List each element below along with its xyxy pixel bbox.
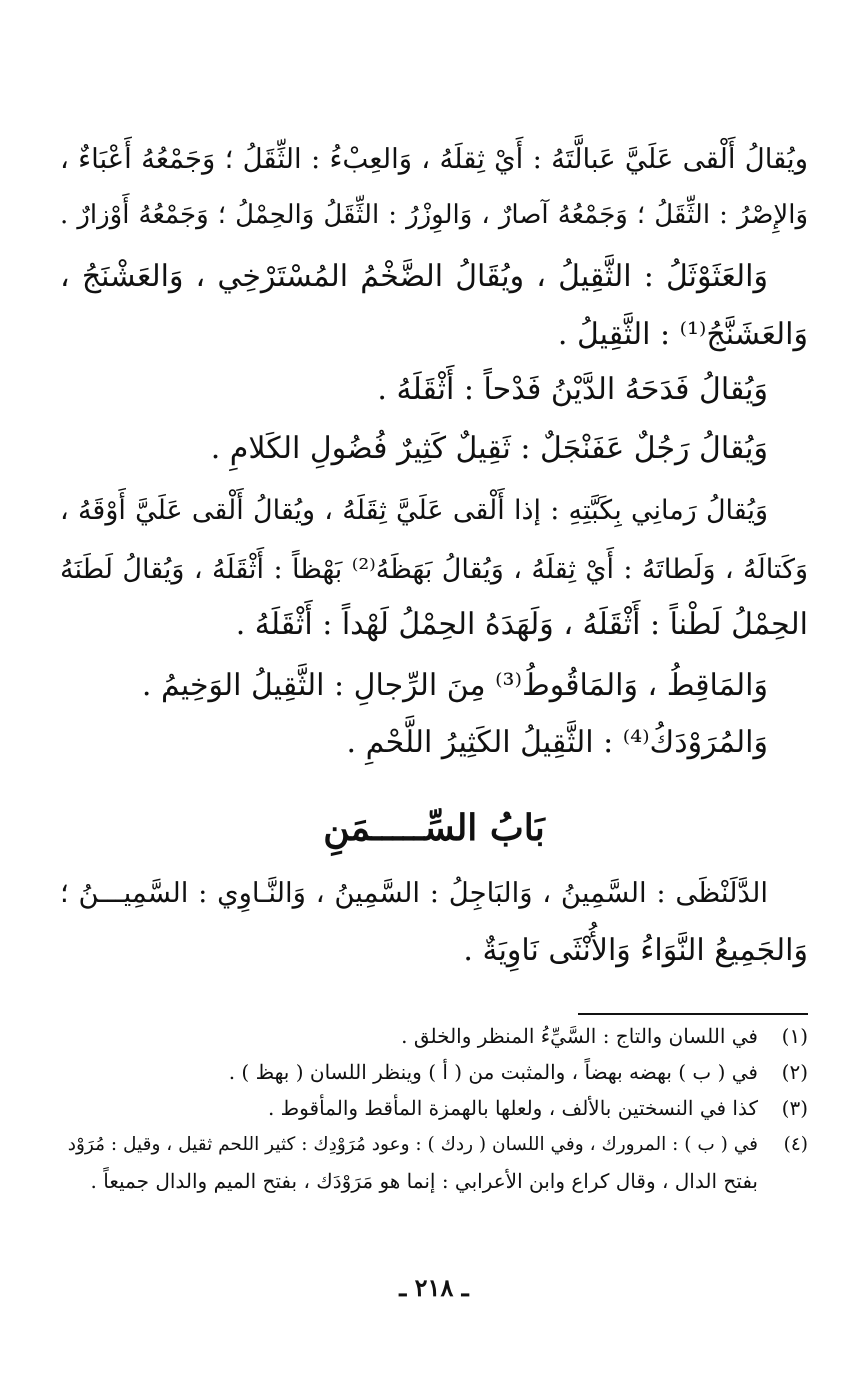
footnote-2 [60, 1057, 808, 1087]
body-line-13: وَالجَمِيعُ النَّوَاءُ وَالأُنْثَى نَاوِيَةٌ . [463, 933, 808, 968]
footnote-3 [60, 1093, 808, 1123]
body-line-11: وَالمُرَوْدَكُ⁽⁴⁾ : الثَّقِيلُ الكَثِيرُ اللَّحْمِ . [346, 725, 768, 760]
footnote-text: في ( ب ) : المرورك ، وفي اللسان ( ردك ) : وعود مُرَوْدِك : كثير اللحم ثقيل ، وقيل : مُرَوْد [67, 1134, 758, 1155]
body-line-7: وَيُقالُ رَمانِي بِكَبَّتِهِ : إذا أَلْقى عَلَيَّ ثِقَلَهُ ، ويُقالُ أَلْقى عَلَيَّ أَوْقَهُ ، [60, 495, 768, 526]
body-line-5: وَيُقالُ فَدَحَهُ الدَّيْنُ فَدْحاً : أَثْقَلَهُ . [377, 372, 768, 407]
body-line-2: وَالإِصْرُ : الثِّقَلُ ؛ وَجَمْعُهُ آصارٌ ، وَالوِزْرُ : الثِّقَلُ وَالحِمْلُ ؛ وَجَمْعُهُ أَوْزارٌ . [60, 200, 808, 230]
body-line-6: وَيُقالُ رَجُلٌ عَفَنْجَلٌ : ثَقِيلٌ كَثِيرٌ فُضُولِ الكَلامِ . [210, 431, 768, 466]
page-number: ـ ٢١٨ ـ [399, 1273, 469, 1302]
body-line-12: الدَّلَنْظَى : السَّمِينُ ، وَالبَاجِلُ : السَّمِينُ ، وَالنَّـاوِي : السَّمِيـــنُ ؛ [60, 877, 768, 909]
body-line-1: ويُقالُ أَلْقى عَلَيَّ عَبالَّتَهُ : أَيْ ثِقلَهُ ، وَالعِبْءُ : الثِّقَلُ ؛ وَجَمْعُهُ أَعْبَاءٌ ، [60, 143, 808, 175]
body-line-8: وَكَتالَهُ ، وَلَطاتَهُ : أَيْ ثِقلَهُ ، وَيُقالُ بَهَظَهُ⁽²⁾ بَهْظاً : أَثْقَلَهُ ، وَيُقالُ لَطَنَهُ [60, 554, 809, 585]
footnote-4-continuation: بفتح الدال ، وقال كراع وابن الأعرابي : إنما هو مَرَوْدَك ، بفتح الميم والدال جميعاً . [90, 1169, 758, 1193]
footnote-number: (٣) [781, 1096, 808, 1120]
footnote-separator [578, 1013, 808, 1015]
footnote-number: (٢) [781, 1060, 808, 1084]
footnote-4 [60, 1130, 808, 1160]
body-line-9: الحِمْلُ لَطْناً : أَثْقَلَهُ ، وَلَهَدَهُ الحِمْلُ لَهْداً : أَثْقَلَهُ . [235, 607, 808, 642]
body-line-10: وَالمَاقِطُ ، وَالمَاقُوطُ⁽³⁾ مِنَ الرِّجالِ : الثَّقِيلُ الوَخِيمُ . [141, 668, 768, 703]
footnote-text: كذا في النسختين بالألف ، ولعلها بالهمزة المأقط والمأقوط . [267, 1096, 758, 1120]
footnote-text: في اللسان والتاج : السَّيِّءُ المنظر والخلق . [401, 1024, 758, 1048]
footnote-number: (٤) [783, 1134, 808, 1155]
body-line-4: وَالعَشَنَّجُ⁽¹⁾ : الثَّقِيلُ . [557, 317, 808, 352]
footnote-text: في ( ب ) بهضه بهضاً ، والمثبت من ( أ ) وينظر اللسان ( بهظ ) . [228, 1060, 758, 1084]
footnote-1 [60, 1021, 808, 1051]
section-heading: بَابُ السِّـــــمَنِ [323, 807, 545, 849]
body-line-3: وَالعَثَوْثَلُ : الثَّقِيلُ ، ويُقَالُ الضَّخْمُ المُسْتَرْخِي ، وَالعَشْنَجُ ، [60, 259, 768, 294]
footnote-number: (١) [781, 1024, 808, 1048]
